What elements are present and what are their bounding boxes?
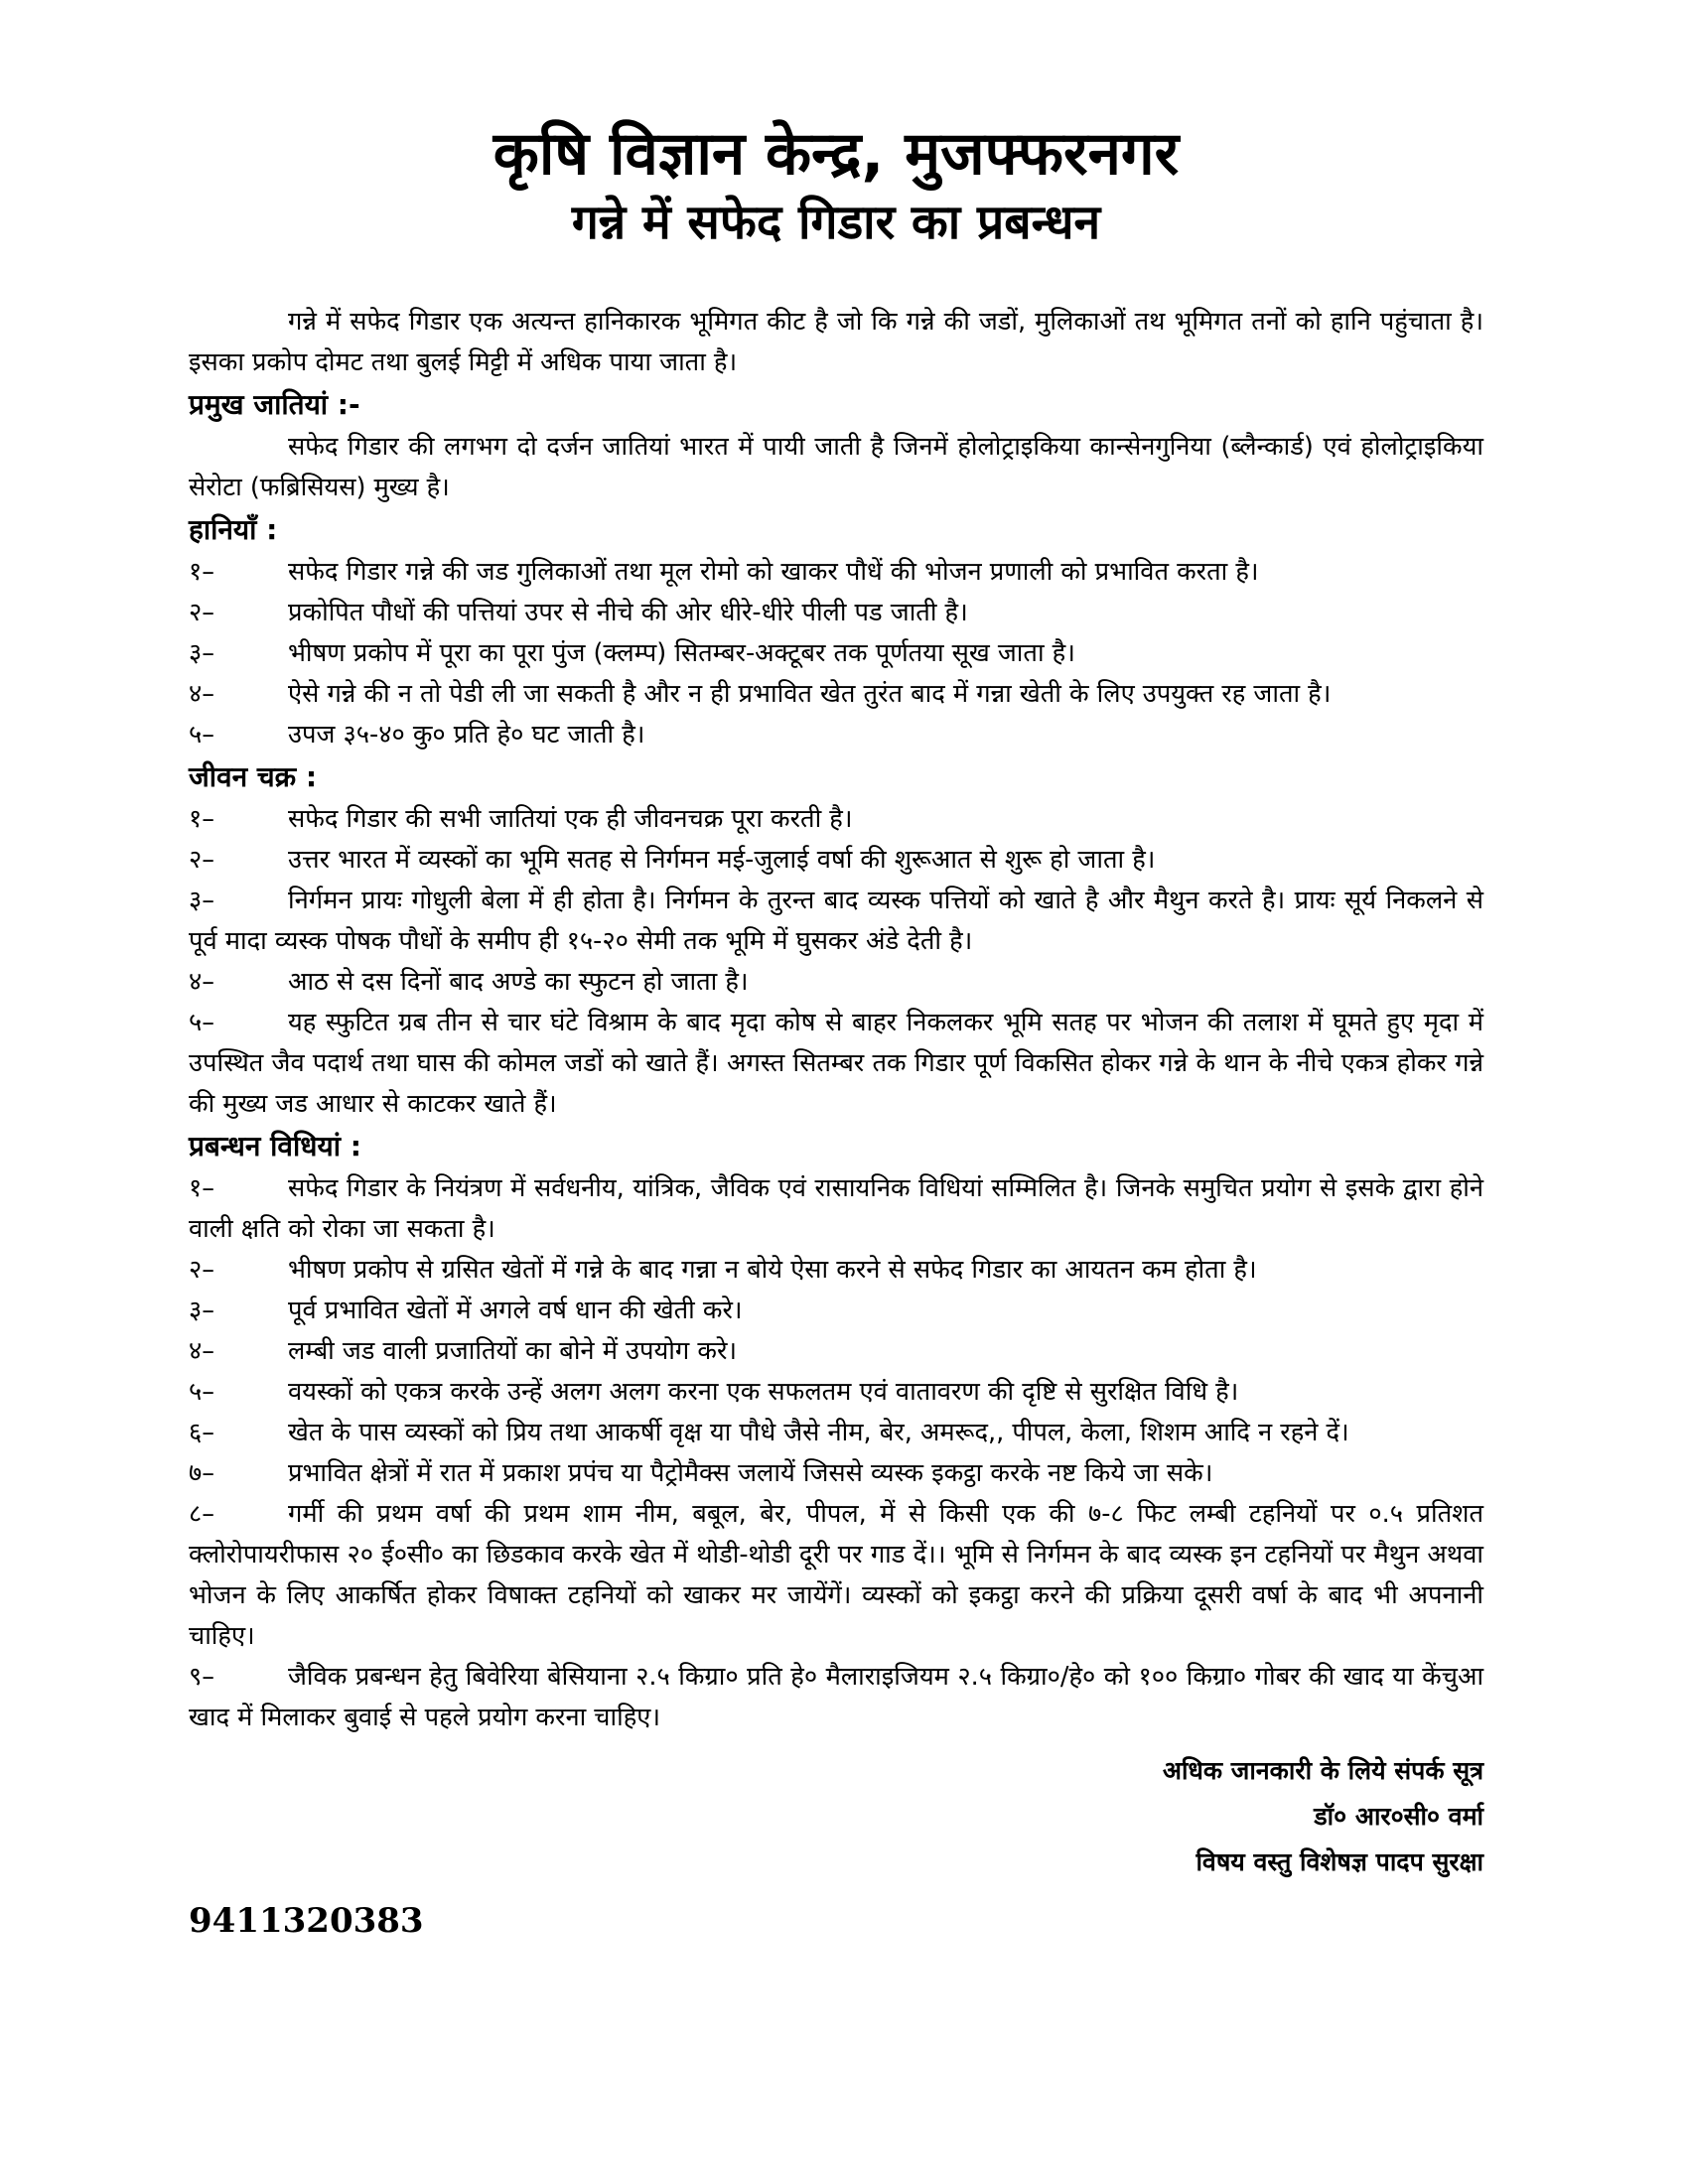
damage-list	[189, 552, 1483, 755]
list-item	[189, 1291, 1483, 1331]
list-item	[189, 799, 1483, 840]
item-number: १–	[189, 557, 215, 587]
item-text: सफेद गिडार की सभी जातियां एक ही जीवनचक्र पूरा करती है।	[288, 804, 853, 834]
item-text: जैविक प्रबन्धन हेतु बिवेरिया बेसियाना २.५ किग्रा० प्रति हे० मैलाराइजियम २.५ किग्रा०/हे० को १०० किग्रा० गोबर की खाद या केंचुआ खाद में मिलाकर बुवाई से पहले प्रयोग करना चाहिए।	[189, 1662, 1483, 1732]
lifecycle-list	[189, 799, 1483, 1125]
item-number: ३–	[189, 1296, 215, 1325]
item-text: ऐसे गन्ने की न तो पेडी ली जा सकती है और न ही प्रभावित खेत तुरंत बाद में गन्ना खेती के लिए उपयुक्त रह जाता है।	[288, 679, 1332, 709]
item-text: भीषण प्रकोप में पूरा का पूरा पुंज (क्लम्प) सितम्बर-अक्टूबर तक पूर्णतया सूख जाता है।	[288, 638, 1075, 668]
item-text: उपज ३५-४० कु० प्रति हे० घट जाती है।	[288, 720, 645, 750]
list-item	[189, 1372, 1483, 1413]
document-page	[189, 117, 1483, 1941]
list-item	[189, 1168, 1483, 1250]
list-item	[189, 1453, 1483, 1494]
management-list	[189, 1168, 1483, 1738]
management-heading: प्रबन्धन विधियां :	[189, 1130, 361, 1162]
item-number: ५–	[189, 720, 215, 750]
list-item	[189, 552, 1483, 593]
item-number: ४–	[189, 967, 215, 997]
item-number: ४–	[189, 1336, 215, 1366]
item-number: ८–	[189, 1499, 215, 1529]
item-number: ६–	[189, 1418, 215, 1447]
item-number: ७–	[189, 1458, 215, 1488]
item-text: खेत के पास व्यस्कों को प्रिय तथा आकर्षी वृक्ष या पौधे जैसे नीम, बेर, अमरूद,, पीपल, केला, शिशम आदि न रहने दें।	[288, 1418, 1349, 1447]
item-number: ५–	[189, 1008, 215, 1037]
item-text: सफेद गिडार गन्ने की जड गुलिकाओं तथा मूल रोमो को खाकर पौधें की भोजन प्रणाली को प्रभावित करता है।	[288, 557, 1259, 587]
item-text: प्रकोपित पौधों की पत्तियां उपर से नीचे की ओर धीरे-धीरे पीली पड जाती है।	[288, 598, 968, 627]
item-text: वयस्कों को एकत्र करके उन्हें अलग अलग करना एक सफलतम एवं वातावरण की दृष्टि से सुरक्षित विधि है।	[288, 1377, 1239, 1407]
list-item	[189, 674, 1483, 715]
contact-line: अधिक जानकारी के लिये संपर्क सूत्र	[1162, 1756, 1483, 1785]
list-item	[189, 840, 1483, 881]
damage-heading: हानियॉं :	[189, 513, 278, 546]
item-text: उत्तर भारत में व्यस्कों का भूमि सतह से निर्गमन मई-जुलाई वर्षा की शुरूआत से शुरू हो जाता है।	[288, 845, 1156, 875]
lifecycle-heading: जीवन चक्र :	[189, 760, 318, 793]
item-number: २–	[189, 845, 215, 875]
list-item	[189, 1331, 1483, 1372]
list-item	[189, 962, 1483, 1003]
item-text: निर्गमन प्रायः गोधुली बेला में ही होता है। निर्गमन के तुरन्त बाद व्यस्क पत्तियों को खाते है और मैथुन करते है। प्रायः सूर्य निकलने से पूर्व मादा व्यस्क पोषक पौधों के समीप ही १५-२० सेमी तक भूमि में घुसकर अंडे देती है।	[189, 886, 1483, 956]
contact-block	[189, 1748, 1483, 1885]
list-item	[189, 593, 1483, 633]
list-item	[189, 881, 1483, 962]
item-number: ३–	[189, 638, 215, 668]
item-text: लम्बी जड वाली प्रजातियों का बोने में उपयोग करे।	[288, 1336, 738, 1366]
item-text: यह स्फुटित ग्रब तीन से चार घंटे विश्राम के बाद मृदा कोष से बाहर निकलकर भूमि सतह पर भोजन की तलाश में घूमते हुए मृदा में उपस्थित जैव पदार्थ तथा घास की कोमल जडों को खाते हैं। अगस्त सितम्बर तक गिडार पूर्ण विकसित होकर गन्ने के थान के नीचे एकत्र होकर गन्ने की मुख्य जड आधार से काटकर खाते हैं।	[189, 1008, 1483, 1119]
item-text: पूर्व प्रभावित खेतों में अगले वर्ष धान की खेती करे।	[288, 1296, 743, 1325]
list-item	[189, 1494, 1483, 1657]
item-number: १–	[189, 804, 215, 834]
item-number: १–	[189, 1173, 215, 1203]
item-number: ३–	[189, 886, 215, 915]
item-number: ५–	[189, 1377, 215, 1407]
document-subtitle: गन्ने में सफेद गिडार का प्रबन्धन	[571, 195, 1101, 250]
item-text: सफेद गिडार के नियंत्रण में सर्वधनीय, यांत्रिक, जैविक एवं रासायनिक विधियां सम्मिलित है। जिनके समुचित प्रयोग से इसके द्वारा होने वाली क्षति को रोका जा सकता है।	[189, 1173, 1483, 1244]
list-item	[189, 633, 1483, 674]
contact-designation: विषय वस्तु विशेषज्ञ पादप सुरक्षा	[1196, 1847, 1483, 1876]
document-title: कृषि विज्ञान केन्द्र, मुजफ्फरनगर	[492, 119, 1180, 189]
list-item	[189, 1003, 1483, 1125]
contact-name: डॉ० आर०सी० वर्मा	[1314, 1802, 1483, 1831]
item-text: प्रभावित क्षेत्रों में रात में प्रकाश प्रपंच या पैट्रोमैक्स जलायें जिससे व्यस्क इकट्ठा करके नष्ट किये जा सके।	[288, 1458, 1213, 1488]
list-item	[189, 715, 1483, 755]
species-heading: प्रमुख जातियां :-	[189, 388, 360, 421]
item-text: आठ से दस दिनों बाद अण्डे का स्फुटन हो जाता है।	[288, 967, 749, 997]
item-text: गर्मी की प्रथम वर्षा की प्रथम शाम नीम, बबूल, बेर, पीपल, में से किसी एक की ७-८ फिट लम्बी टहनियों पर ०.५ प्रतिशत क्लोरोपायरीफास २० ई०सी० का छिडकाव करके खेत में थोडी-थोडी दूरी पर गाड दें।। भूमि से निर्गमन के बाद व्यस्क इन टहनियों पर मैथुन अथवा भोजन के लिए आकर्षित होकर विषाक्त टहनियों को खाकर मर जायेंगें। व्यस्कों को इकट्ठा करने की प्रक्रिया दूसरी वर्षा के बाद भी अपनानी चाहिए।	[189, 1499, 1483, 1651]
item-text: भीषण प्रकोप से ग्रसित खेतों में गन्ने के बाद गन्ना न बोये ऐसा करने से सफेद गिडार का आयतन कम होता है।	[288, 1255, 1257, 1285]
intro-paragraph: गन्ने में सफेद गिडार एक अत्यन्त हानिकारक भूमिगत कीट है जो कि गन्ने की जडों, मुलिकाओं तथ भूमिगत तनों को हानि पहुंचाता है। इसका प्रकोप दोमट तथा बुलई मिट्टी में अधिक पाया जाता है।	[189, 307, 1483, 377]
phone-number: 9411320383	[189, 1901, 424, 1941]
item-number: २–	[189, 1255, 215, 1285]
list-item	[189, 1657, 1483, 1738]
item-number: ४–	[189, 679, 215, 709]
item-number: २–	[189, 598, 215, 627]
list-item	[189, 1413, 1483, 1453]
list-item	[189, 1250, 1483, 1291]
item-number: ९–	[189, 1662, 215, 1692]
species-paragraph: सफेद गिडार की लगभग दो दर्जन जातियां भारत में पायी जाती है जिनमें होलोट्राइकिया कान्सेनगुनिया (ब्लैन्कार्ड) एवं होलोट्राइकिया सेरोटा (फब्रिसियस) मुख्य है।	[189, 432, 1483, 502]
